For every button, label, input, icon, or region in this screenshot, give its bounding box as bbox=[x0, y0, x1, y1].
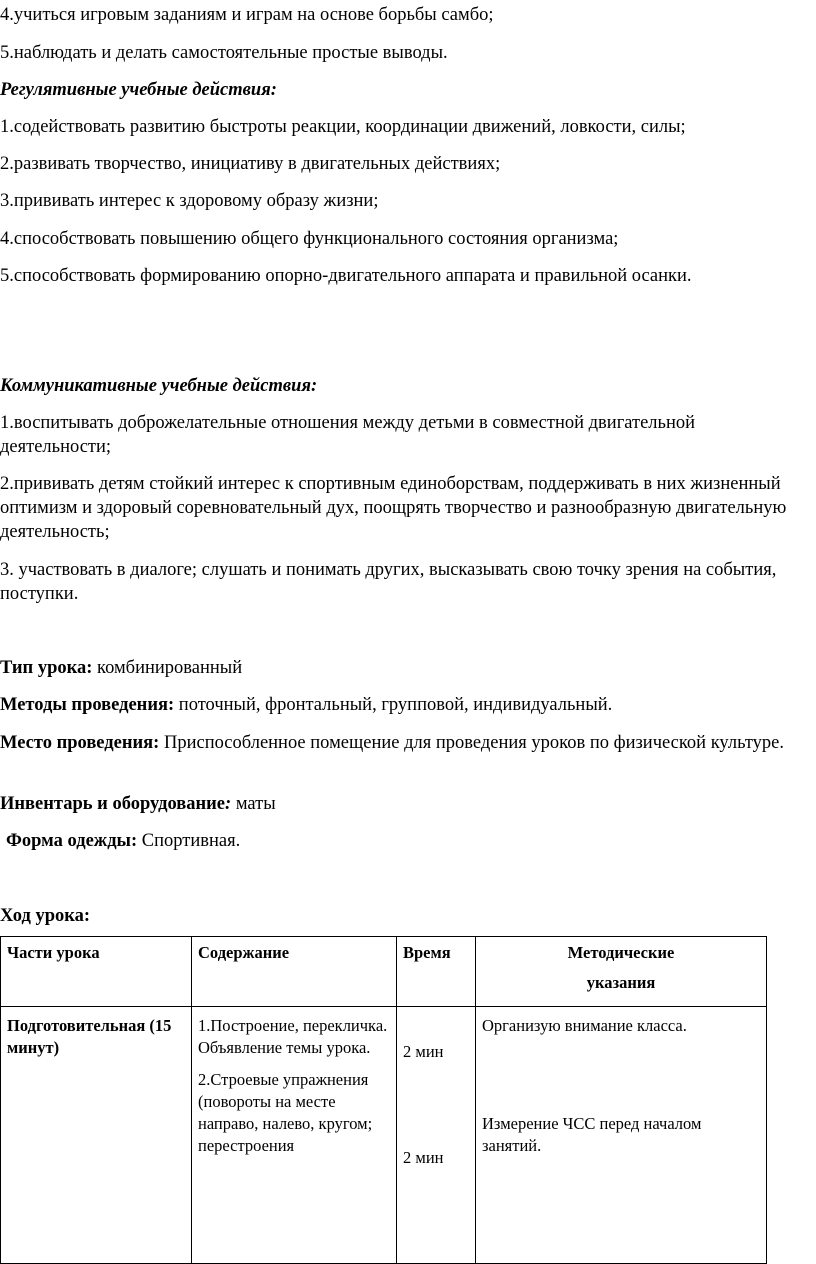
header-content: Содержание bbox=[192, 937, 397, 1007]
table-row bbox=[1, 1007, 767, 1264]
header-notes bbox=[476, 937, 767, 1007]
list-item: 1.воспитывать доброжелательные отношения между детьми в совместной двигательной деятельности; bbox=[0, 413, 696, 457]
note-item: Измерение ЧСС перед началом занятий. bbox=[482, 1114, 702, 1155]
lesson-type-label: Тип урока: bbox=[0, 658, 93, 678]
equipment-colon: : bbox=[225, 794, 232, 814]
table-header-row bbox=[1, 937, 767, 1007]
list-item: 1.содействовать развитию быстроты реакции, координации движений, ловкости, силы; bbox=[0, 117, 686, 137]
lesson-type-value: комбинированный bbox=[92, 658, 243, 678]
place-value: Приспособленное помещение для проведения уроков по физической культуре. bbox=[159, 733, 785, 753]
time-cell bbox=[397, 1007, 476, 1264]
header-notes-line2: указания bbox=[586, 973, 656, 992]
clothing-label: Форма одежды: bbox=[6, 831, 138, 851]
communicative-heading: Коммуникативные учебные действия: bbox=[0, 376, 318, 396]
equipment-value: маты bbox=[231, 794, 276, 814]
header-parts: Части урока bbox=[1, 937, 192, 1007]
list-item: 2.развивать творчество, инициативу в двигательных действиях; bbox=[0, 154, 501, 174]
regulative-heading: Регулятивные учебные действия: bbox=[0, 80, 277, 100]
note-item: Организую внимание класса. bbox=[482, 1016, 687, 1035]
content-item: 1.Построение, перекличка. Объявление темы урока. bbox=[198, 1016, 388, 1057]
header-time: Время bbox=[397, 937, 476, 1007]
course-heading: Ход урока: bbox=[0, 906, 91, 926]
methods bbox=[0, 693, 810, 717]
lesson-type bbox=[0, 656, 810, 680]
list-item: 2.прививать детям стойкий интерес к спортивным единоборствам, поддерживать в них жизненный оптимизм и здоровый соревновательный дух, поощрять творчество и разнообразную двигательную деятельность; bbox=[0, 474, 787, 542]
content-cell bbox=[192, 1007, 397, 1264]
list-item: 3. участвовать в диалоге; слушать и понимать других, высказывать свою точку зрения на события, поступки. bbox=[0, 560, 777, 604]
place-label: Место проведения: bbox=[0, 733, 160, 753]
notes-cell bbox=[476, 1007, 767, 1264]
text-line: 5.наблюдать и делать самостоятельные простые выводы. bbox=[0, 43, 448, 63]
time-value: 2 мин bbox=[403, 1148, 444, 1167]
list-item: 4.способствовать повышению общего функционального состояния организма; bbox=[0, 229, 619, 249]
list-item: 3.прививать интерес к здоровому образу жизни; bbox=[0, 191, 379, 211]
list-item: 5.способствовать формированию опорно-двигательного аппарата и правильной осанки. bbox=[0, 266, 692, 286]
equipment-label: Инвентарь и оборудование bbox=[0, 794, 226, 814]
content-item: 2.Строевые упражнения (повороты на месте направо, налево, кругом; перестроения bbox=[198, 1070, 373, 1155]
part-cell: Подготовительная (15 минут) bbox=[1, 1007, 192, 1264]
text-line: 4.учиться игровым заданиям и играм на основе борьбы самбо; bbox=[0, 5, 494, 25]
clothing-value: Спортивная. bbox=[137, 831, 241, 851]
equipment bbox=[0, 792, 810, 816]
methods-value: поточный, фронтальный, групповой, индивидуальный. bbox=[174, 695, 613, 715]
lesson-table bbox=[0, 936, 767, 1264]
place bbox=[0, 731, 810, 755]
time-value: 2 мин bbox=[403, 1042, 444, 1061]
methods-label: Методы проведения: bbox=[0, 695, 175, 715]
clothing bbox=[6, 829, 816, 853]
header-notes-line1: Методические bbox=[567, 943, 675, 962]
